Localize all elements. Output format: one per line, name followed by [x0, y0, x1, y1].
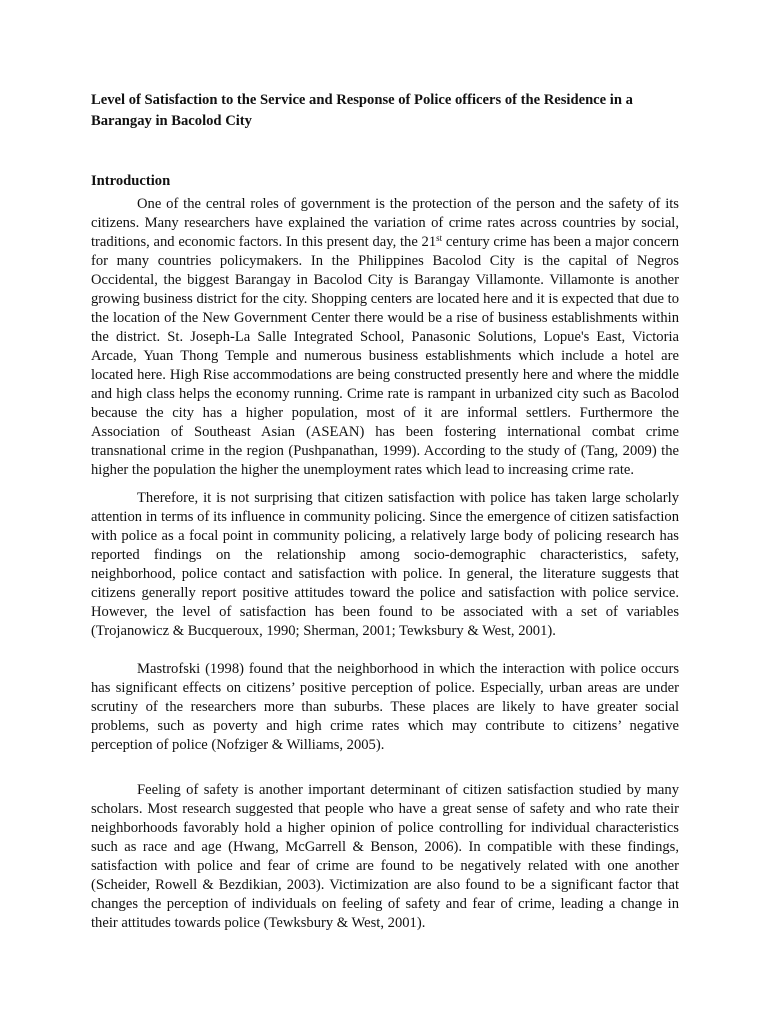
- paragraph-2: Therefore, it is not surprising that citizen satisfaction with police has taken large scholarly attention in terms of its influence in community policing. Since the emergence of citizen satisfaction with police as a focal point in community policing, a relatively large body of policing research has reported findings on the relationship among socio-demographic characteristics, safety, neighborhood, police contact and satisfaction with police. In general, the literature suggests that citizens generally report positive attitudes toward the police and satisfaction with police service. However, the level of satisfaction has been found to be associated with a set of variables (Trojanowicz & Bucqueroux, 1990; Sherman, 2001; Tewksbury & West, 2001).: [91, 490, 679, 639]
- section-heading: Introduction: [91, 173, 171, 189]
- paragraph-1-superscript: st: [436, 233, 443, 243]
- paragraph-4: Feeling of safety is another important determinant of citizen satisfaction studied by many scholars. Most research suggested that people who have a great sense of safety and who rate their neighborhoods favorably hold a higher opinion of police controlling for individual characteristics such as race and age (Hwang, McGarrell & Benson, 2006). In compatible with these findings, satisfaction with police and fear of crime are found to be negatively related with one another (Scheider, Rowell & Bezdikian, 2003). Victimization are also found to be a significant factor that changes the perception of individuals on feeling of safety and fear of crime, leading a change in their attitudes towards police (Tewksbury & West, 2001).: [91, 782, 679, 931]
- paragraph-1-text-before: One of the central roles of government is the protection of the person and the safety of its citizens. Many researchers have explained the variation of crime rates across countries by social, traditions, and economic factors. In this present day, the 21: [91, 196, 679, 250]
- document-title: Level of Satisfaction to the Service and Response of Police officers of the Residence in a Barangay in Bacolod City: [91, 92, 633, 129]
- paragraph-1: [91, 195, 679, 480]
- document-page: [91, 90, 679, 933]
- paragraph-1-text-after: century crime has been a major concern for many countries policymakers. In the Philippines Bacolod City is the capital of Negros Occidental, the biggest Barangay in Bacolod City is Barangay Villamonte. Villamonte is another growing business district for the city. Shopping centers are located here and it is expected that due to the location of the New Government Center there would be a rise of business establishments within the district. St. Joseph-La Salle Integrated School, Panasonic Solutions, Lopue's East, Victoria Arcade, Yuan Thong Temple and numerous business establishments which include a hotel are located here. High Rise accommodations are being constructed presently here and where the middle and high class helps the economy running. Crime rate is rampant in urbanized city such as Bacolod because the city has a higher population, most of it are informal settlers. Furthermore the Association of Southeast Asian (ASEAN) has been fostering international combat crime transnational crime in the region (Pushpanathan, 1999). According to the study of (Tang, 2009) the higher the population the higher the unemployment rates which lead to increasing crime rate.: [91, 234, 679, 478]
- paragraph-3: Mastrofski (1998) found that the neighborhood in which the interaction with police occurs has significant effects on citizens’ positive perception of police. Especially, urban areas are under scrutiny of the researchers more than suburbs. These places are likely to have greater social problems, such as poverty and high crime rates which may contribute to citizens’ negative perception of police (Nofziger & Williams, 2005).: [91, 661, 679, 753]
